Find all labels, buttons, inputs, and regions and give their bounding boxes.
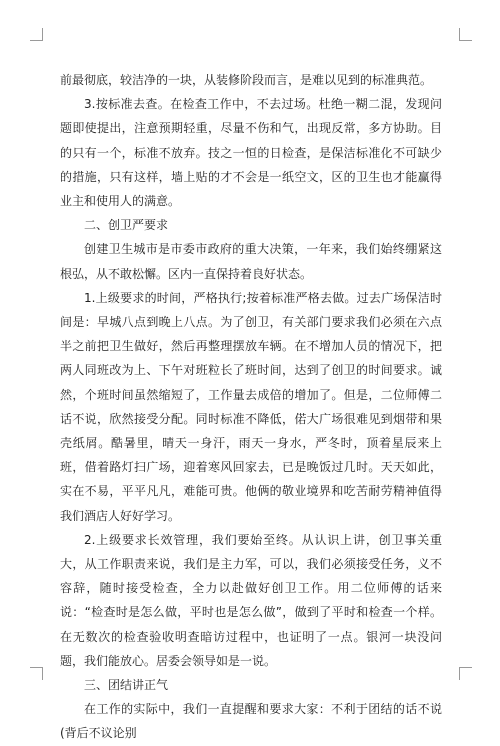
section-heading-create-health: 二、创卫严要求 bbox=[84, 218, 169, 233]
section-heading-unity: 三、团结讲正气 bbox=[84, 678, 169, 693]
crop-mark-top-right bbox=[459, 28, 472, 41]
crop-mark-top-left bbox=[30, 28, 43, 41]
document-body bbox=[60, 68, 442, 746]
paragraph-long-term-management: 2.上级要求长效管理，我们要始至终。从认识上讲，创卫事关重大，从工作职责来说，我们是主力军，可以，我们必须接受任务，义不容辞，随时接受检查，全力以赴做好创卫工作。用二位师傅的话来说：“检查时是怎么做，平时也是怎么做”，做到了平时和检查一个样。在无数次的检查验收明查暗访过程中，也证明了一点。银河一块没问题，我们能放心。居委会领导如是一说。 bbox=[60, 532, 442, 668]
paragraph-create-health-intro: 创建卫生城市是市委市政府的重大决策，一年来，我们始终绷紧这根弘，从不敢松懈。区内一直保持着良好状态。 bbox=[60, 242, 442, 281]
paragraph-continuation: 前最彻底，较洁净的一块，从装修阶段而言，是难以见到的标准典范。 bbox=[60, 73, 433, 87]
paragraph-inspect-standard: 3.按标准去查。在检查工作中，不去过场。杜绝一糊二混，发现问题即使提出，注意预期轻重，尽量不伤和气，出现反常，多方协助。目的只有一个，标准不放弃。技之一恒的日检查，是保洁标准化不可缺少的措施，只有这样，墙上贴的才不会是一纸空文，区的卫生也才能赢得业主和使用人的满意。 bbox=[60, 97, 442, 209]
crop-mark-bottom-left bbox=[30, 667, 43, 680]
paragraph-time-requirement: 1.上级要求的时间，严格执行;按着标准严格去做。过去广场保洁时间是：早城八点到晚上八点。为了创卫，有关部门要求我们必须在六点半之前把卫生做好，然后再整理摆放车辆。在不增加人员的情况下，把两人同班改为上、下午对班粒长了班时间，达到了创卫的时间要求。诚然，个班时间虽然缩短了，工作量去成倍的增加了。但是，二位师傅二话不说，欣然接受分配。同时标准不降低，偌大广场很难见到烟带和果壳纸屑。酷暑里，晴天一身汗，雨天一身水，严冬时，顶着星辰来上班，借着路灯扫广场，迎着寒风回家去，已是晚饭过几时。天天如此，实在不易，平平凡凡，难能可贵。他俩的敬业境界和吃苦耐劳精神值得我们酒店人好好学习。 bbox=[60, 290, 442, 523]
crop-mark-bottom-right bbox=[459, 667, 472, 680]
paragraph-unity-intro: 在工作的实际中，我们一直提醒和要求大家：不利于团结的话不说(背后不议论别 bbox=[60, 702, 442, 741]
